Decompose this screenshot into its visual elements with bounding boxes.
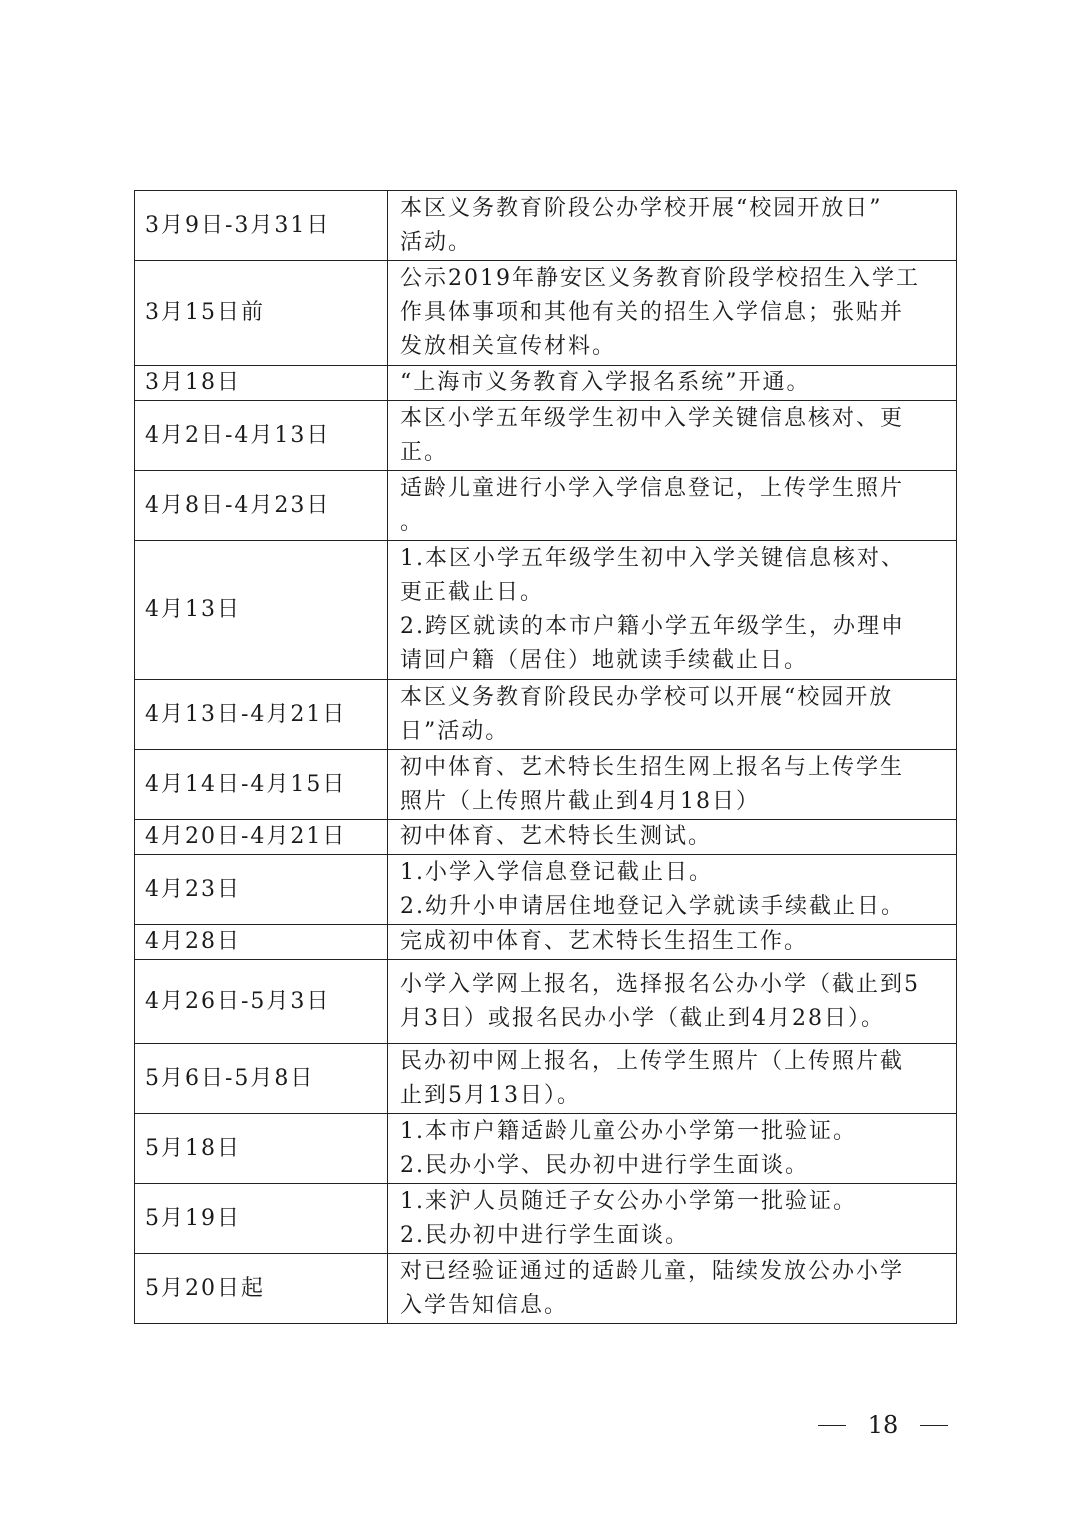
schedule-description-cell xyxy=(388,261,957,366)
table-row xyxy=(135,925,957,960)
schedule-description-line: 小学入学网上报名，选择报名公办小学（截止到5 xyxy=(400,971,920,997)
schedule-date-cell: 4月13日-4月21日 xyxy=(135,680,388,750)
schedule-date-cell: 4月13日 xyxy=(135,541,388,680)
schedule-table-body xyxy=(135,191,957,1324)
table-row xyxy=(135,960,957,1044)
table-row xyxy=(135,1044,957,1114)
table-row xyxy=(135,261,957,366)
schedule-description-line: 2.民办小学、民办初中进行学生面谈。 xyxy=(400,1152,809,1178)
schedule-description-cell xyxy=(388,191,957,261)
schedule-description-cell xyxy=(388,925,957,960)
schedule-description-cell xyxy=(388,960,957,1044)
schedule-description-line: 1.本区小学五年级学生初中入学关键信息核对、 xyxy=(400,546,905,571)
schedule-description-cell xyxy=(388,366,957,401)
schedule-description-line: 止到5月13日）。 xyxy=(400,1082,581,1108)
admission-schedule-table xyxy=(134,190,957,1324)
schedule-date-cell: 3月18日 xyxy=(135,366,388,401)
schedule-description-cell xyxy=(388,401,957,471)
schedule-description-cell xyxy=(388,820,957,855)
schedule-description-line: 发放相关宣传材料。 xyxy=(400,334,617,359)
schedule-date-cell: 4月8日-4月23日 xyxy=(135,471,388,541)
page-number-left-dash xyxy=(818,1425,846,1426)
schedule-description-line: 月3日）或报名民办小学（截止到4月28日）。 xyxy=(400,1005,885,1031)
schedule-date-cell: 4月14日-4月15日 xyxy=(135,750,388,820)
schedule-date-cell: 5月18日 xyxy=(135,1114,388,1184)
schedule-description-line: 初中体育、艺术特长生招生网上报名与上传学生 xyxy=(400,754,905,780)
page-number-right-dash xyxy=(920,1425,948,1426)
table-row xyxy=(135,1184,957,1254)
schedule-description-line: 作具体事项和其他有关的招生入学信息；张贴并 xyxy=(400,300,905,325)
schedule-description-line: 正。 xyxy=(400,439,449,465)
schedule-description-line: 公示2019年静安区义务教育阶段学校招生入学工 xyxy=(400,266,920,291)
table-row xyxy=(135,541,957,680)
schedule-description-line: 入学告知信息。 xyxy=(400,1292,569,1318)
schedule-description-line: 照片（上传照片截止到4月18日） xyxy=(400,788,760,814)
table-row xyxy=(135,820,957,855)
schedule-description-cell xyxy=(388,1044,957,1114)
schedule-date-cell: 3月9日-3月31日 xyxy=(135,191,388,261)
schedule-description-line: 2.跨区就读的本市户籍小学五年级学生，办理申 xyxy=(400,614,905,639)
table-row xyxy=(135,1114,957,1184)
schedule-date-cell: 4月2日-4月13日 xyxy=(135,401,388,471)
schedule-description-line: 1.来沪人员随迁子女公办小学第一批验证。 xyxy=(400,1188,857,1214)
schedule-description-line: 本区义务教育阶段民办学校可以开展“校园开放 xyxy=(400,684,894,710)
schedule-description-line: 2.民办初中进行学生面谈。 xyxy=(400,1222,689,1248)
schedule-description-cell xyxy=(388,541,957,680)
schedule-date-cell: 5月19日 xyxy=(135,1184,388,1254)
schedule-description-line: 1.小学入学信息登记截止日。 xyxy=(400,859,713,885)
schedule-description-line: 活动。 xyxy=(400,229,473,255)
schedule-description-line: 日”活动。 xyxy=(400,718,510,744)
schedule-description-line: 民办初中网上报名，上传学生照片（上传照片截 xyxy=(400,1048,905,1074)
table-row xyxy=(135,855,957,925)
schedule-description-line: 适龄儿童进行小学入学信息登记，上传学生照片 xyxy=(400,475,905,501)
schedule-date-cell: 4月23日 xyxy=(135,855,388,925)
page-footer xyxy=(818,1405,948,1445)
table-row xyxy=(135,750,957,820)
schedule-description-line: 本区小学五年级学生初中入学关键信息核对、更 xyxy=(400,405,905,431)
schedule-description-cell xyxy=(388,1254,957,1324)
schedule-description-cell xyxy=(388,750,957,820)
schedule-description-line: “上海市义务教育入学报名系统”开通。 xyxy=(400,370,811,395)
schedule-description-line: 对已经验证通过的适龄儿童，陆续发放公办小学 xyxy=(400,1258,905,1284)
schedule-date-cell: 4月26日-5月3日 xyxy=(135,960,388,1044)
schedule-description-cell xyxy=(388,471,957,541)
table-row xyxy=(135,1254,957,1324)
table-row xyxy=(135,366,957,401)
schedule-description-line: 完成初中体育、艺术特长生招生工作。 xyxy=(400,929,809,954)
table-row xyxy=(135,191,957,261)
schedule-description-line: 初中体育、艺术特长生测试。 xyxy=(400,824,713,849)
table-row xyxy=(135,471,957,541)
schedule-description-line: 请回户籍（居住）地就读手续截止日。 xyxy=(400,648,809,673)
table-row xyxy=(135,401,957,471)
schedule-description-cell xyxy=(388,855,957,925)
schedule-date-cell: 3月15日前 xyxy=(135,261,388,366)
schedule-description-cell xyxy=(388,1184,957,1254)
table-row xyxy=(135,680,957,750)
schedule-description-cell xyxy=(388,1114,957,1184)
schedule-description-cell xyxy=(388,680,957,750)
schedule-description-line: 更正截止日。 xyxy=(400,580,545,605)
schedule-date-cell: 4月20日-4月21日 xyxy=(135,820,388,855)
schedule-description-line: 2.幼升小申请居住地登记入学就读手续截止日。 xyxy=(400,893,905,919)
schedule-description-line: 。 xyxy=(400,509,425,535)
schedule-date-cell: 4月28日 xyxy=(135,925,388,960)
schedule-date-cell: 5月20日起 xyxy=(135,1254,388,1324)
schedule-description-line: 1.本市户籍适龄儿童公办小学第一批验证。 xyxy=(400,1118,857,1144)
page-number: 18 xyxy=(867,1411,899,1439)
schedule-date-cell: 5月6日-5月8日 xyxy=(135,1044,388,1114)
schedule-description-line: 本区义务教育阶段公办学校开展“校园开放日” xyxy=(400,195,883,221)
